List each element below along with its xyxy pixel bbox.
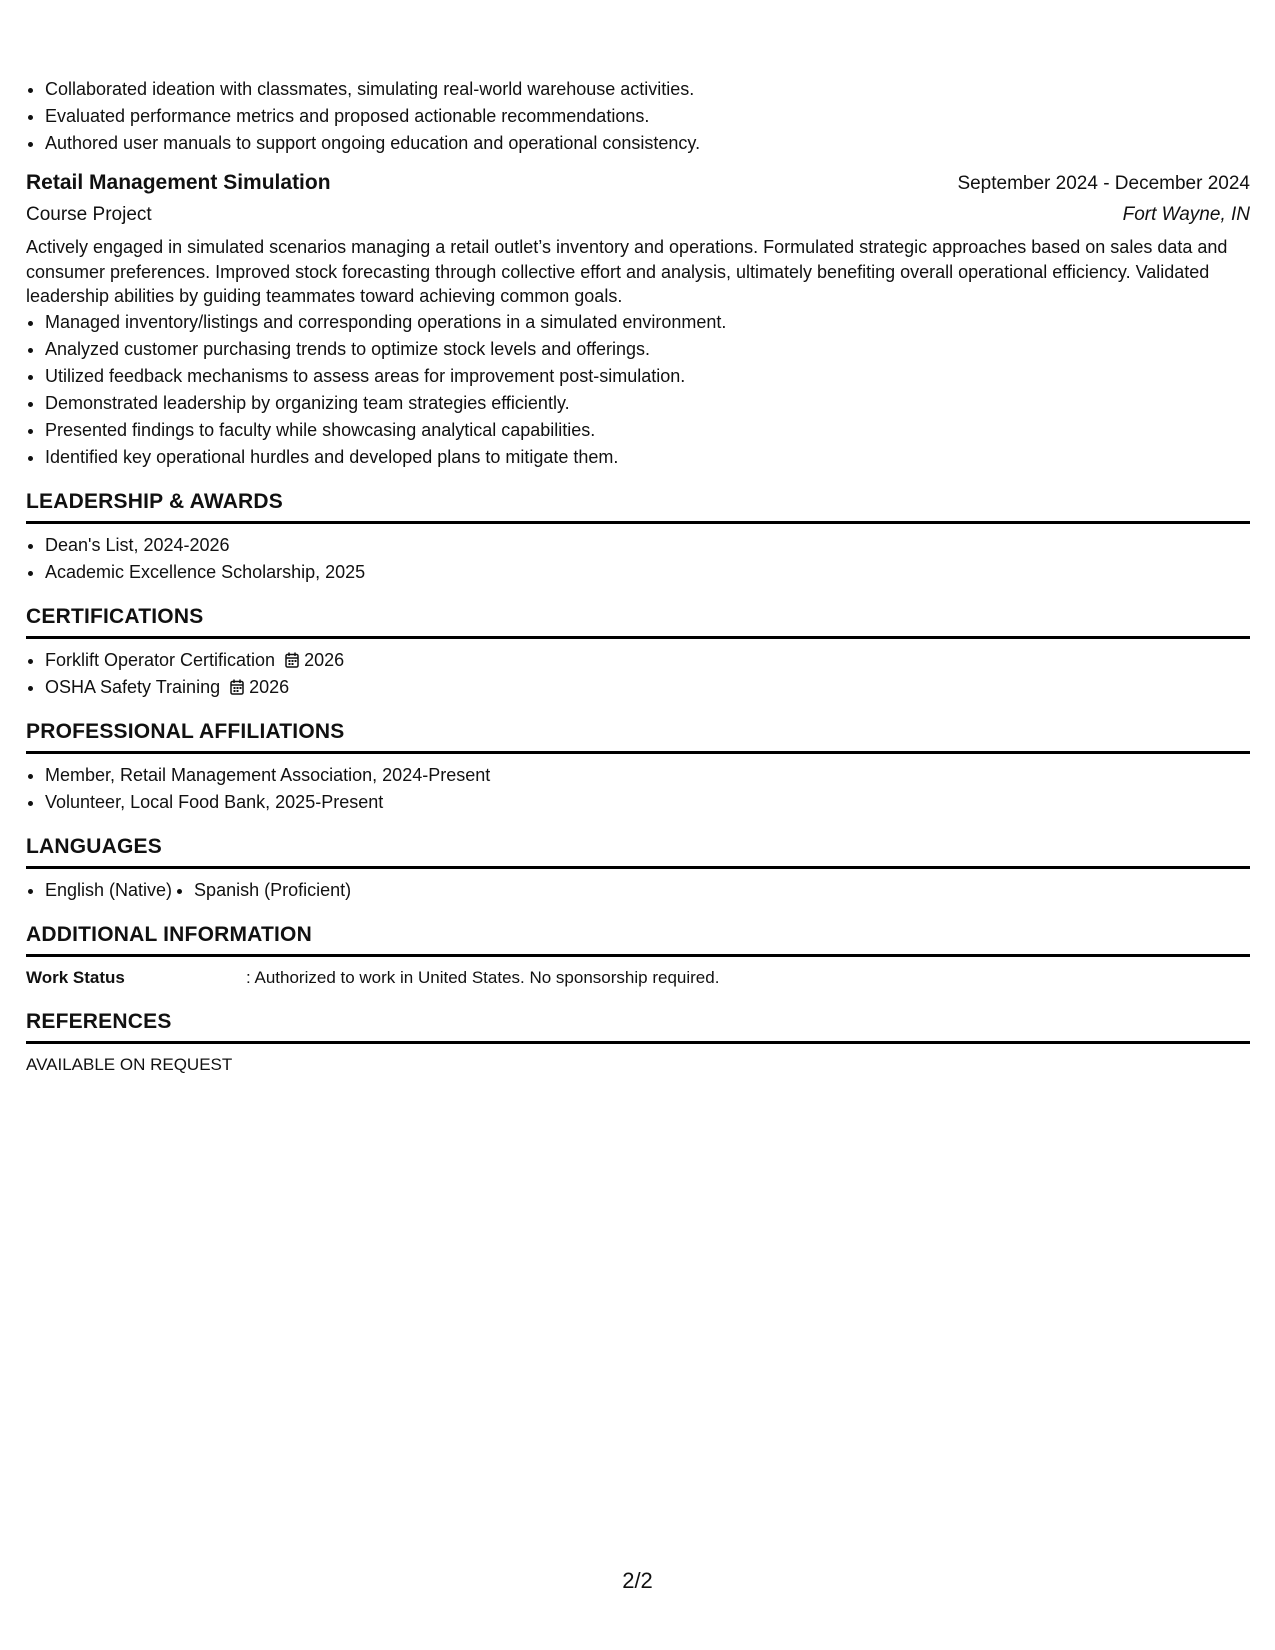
languages-section [26, 833, 1250, 904]
work-status-value: : Authorized to work in United States. No sponsorship required. [246, 967, 720, 987]
list-item: • Analyzed customer purchasing trends to optimize stock levels and offerings. [45, 336, 1250, 363]
section-title: ADDITIONAL INFORMATION [26, 921, 1250, 957]
section-title: LANGUAGES [26, 833, 1250, 869]
project-role: Course Project [26, 204, 152, 225]
resume-page [26, 76, 1250, 1078]
project-title: Retail Management Simulation [26, 171, 331, 194]
leadership-section [26, 488, 1250, 586]
section-title: REFERENCES [26, 1008, 1250, 1044]
certification-year: 2026 [304, 649, 345, 670]
list-item: • English (Native) [45, 877, 172, 904]
project-bullet-list [26, 309, 1250, 471]
list-item: • Academic Excellence Scholarship, 2025 [45, 559, 1250, 586]
certification-name: Forklift Operator Certification [45, 649, 276, 670]
section-title: PROFESSIONAL AFFILIATIONS [26, 718, 1250, 754]
project-entry [26, 169, 1250, 471]
list-item: • Authored user manuals to support ongoing education and operational consistency. [45, 130, 1250, 157]
project-dates: September 2024 - December 2024 [957, 173, 1250, 194]
top-bullet-list [26, 76, 1250, 157]
list-item: • Dean's List, 2024-2026 [45, 532, 1250, 559]
list-item [45, 674, 1250, 701]
calendar-icon [230, 679, 244, 695]
references-section [26, 1008, 1250, 1078]
list-item: • Demonstrated leadership by organizing team strategies efficiently. [45, 390, 1250, 417]
list-item: • Volunteer, Local Food Bank, 2025-Present [45, 789, 1250, 816]
calendar-icon [285, 652, 299, 668]
certification-year: 2026 [249, 676, 290, 697]
list-item: • Utilized feedback mechanisms to assess areas for improvement post-simulation. [45, 363, 1250, 390]
list-item [45, 647, 1250, 674]
certifications-section [26, 603, 1250, 701]
list-item: • Managed inventory/listings and corresponding operations in a simulated environment. [45, 309, 1250, 336]
list-item: • Member, Retail Management Association, 2024-Present [45, 762, 1250, 789]
list-item: • Evaluated performance metrics and proposed actionable recommendations. [45, 103, 1250, 130]
project-location: Fort Wayne, IN [1122, 204, 1250, 225]
list-item: • Collaborated ideation with classmates, simulating real-world warehouse activities. [45, 76, 1250, 103]
certification-name: OSHA Safety Training [45, 676, 221, 697]
list-item: • Spanish (Proficient) [194, 877, 351, 904]
list-item: • Identified key operational hurdles and developed plans to mitigate them. [45, 444, 1250, 471]
references-text: AVAILABLE ON REQUEST [26, 1054, 233, 1074]
section-title: CERTIFICATIONS [26, 603, 1250, 639]
work-status-row [26, 965, 1250, 991]
project-description: Actively engaged in simulated scenarios managing a retail outlet’s inventory and operations. Formulated strategic approaches based on sales data and consumer preferences. Improved stock forecasting through collective effort and analysis, ultimately benefiting overall operational efficiency. Validated leadership abilities by guiding teammates toward achieving common goals. [26, 237, 1228, 306]
work-status-label: Work Status [26, 967, 125, 987]
page-number: 2/2 [622, 1568, 653, 1593]
list-item: • Presented findings to faculty while showcasing analytical capabilities. [45, 417, 1250, 444]
section-title: LEADERSHIP & AWARDS [26, 488, 1250, 524]
affiliations-section [26, 718, 1250, 816]
additional-info-section [26, 921, 1250, 991]
